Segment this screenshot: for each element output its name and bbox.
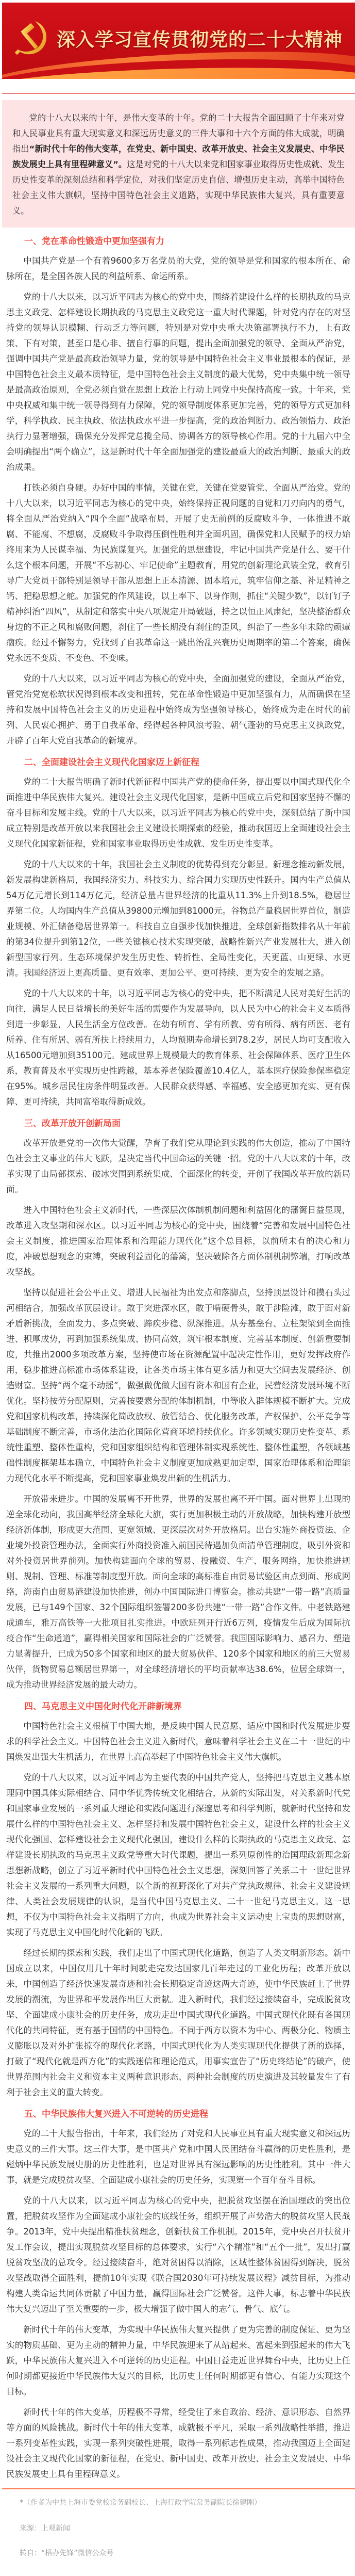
article-body (0, 234, 355, 2482)
body-paragraph: 党的十八大以来，以习近平同志为核心的党中央，把脱贫攻坚摆在治国理政的突出位置，把脱贫攻坚作为全面建成小康社会的底线任务，组织开展了声势浩大的脱贫攻坚人民战争。2013年，党中央提出精准扶贫理念，创新扶贫工作机制。2015年，党中央召开扶贫开发工作会议，提出实现脱贫攻坚目标的总体要求，实行“六个精准”和“五个一批”，发出打赢脱贫攻坚战的总攻令。经过接续奋斗，绝对贫困得以消除，区域性整体贫困得到解决，脱贫攻坚战取得全面胜利，提前10年实现《联合国2030年可持续发展议程》减贫目标，为推动构建人类命运共同体贡献了中国力量，赢得国际社会广泛赞誉。这件大事，标志着中华民族伟大复兴迈出了至关重要的一步，极大增强了做中国人的志气、骨气、底气。 (6, 2196, 350, 2314)
body-paragraph: 党的十八大以来，以习近平同志为主要代表的中国共产党人，坚持把马克思主义基本原理同中国具体实际相结合、同中华优秀传统文化相结合，从新的实际出发，对关系新时代党和国家事业发展的一系列重大理论和实践问题进行深邃思考和科学判断，就新时代坚持和发展什么样的中国特色社会主义、怎样坚持和发展中国特色社会主义，建设什么样的社会主义现代化强国、怎样建设社会主义现代化强国，建设什么样的长期执政的马克思主义政党、怎样建设长期执政的马克思主义政党等重大时代课题，提出一系列原创性的治国理政新理念新思想新战略，创立了习近平新时代中国特色社会主义思想，深刻回答了关系二十一世纪世界社会主义发展的一系列重大问题，以全新的视野深化了对共产党执政规律、社会主义建设规律、人类社会发展规律的认识，是当代中国马克思主义、二十一世纪马克思主义。这一思想，不仅为中国特色社会主义指明了方向，也成为世界社会主义运动史上宝贵的思想财富，实现了马克思主义中国化时代化新的飞跃。 (6, 1773, 350, 1937)
body-paragraph: 改革开放是党的一次伟大觉醒，孕育了我们党从理论到实践的伟大创造，推动了中国特色社会主义事业的伟大飞跃，是决定当代中国命运的关键一招。党的十八大以来的十年，改革实现了由局部探索、破冰突围到系统集成、全面深化的转变，开创了我国改革开放的新局面。 (6, 1138, 350, 1194)
article-section (6, 234, 350, 749)
intro-emphasis: “新时代十年的伟大变革，在党史、新中国史、改革开放史、社会主义发展史、中华民族发展史上具有里程碑意义”。 (12, 144, 345, 169)
body-paragraph: 党的十八大以来的十年，我国社会主义制度的优势得到充分彰显。新理念推动新发展，新发展构建新格局，我国经济实力、科技实力、综合国力实现历史性跃升。国内生产总值从54万亿元增长到114万亿元，经济总量占世界经济的比重从11.3%上升到18.5%，稳居世界第二位。人均国内生产总值从39800元增加到81000元。谷物总产量稳居世界首位，制造业规模、外汇储备稳居世界第一。科技自立自强步伐加快推进，全球创新指数排名从十年前的第34位提升到第12位，一些关键核心技术实现突破，战略性新兴产业发展壮大，进入创新型国家行列。生态环境保护发生历史性、转折性、全局性变化，天更蓝、山更绿、水更清。我国经济迈上更高质量、更有效率、更加公平、更可持续、更为安全的发展之路。 (6, 860, 350, 978)
body-paragraph: 新时代十年的伟大变革，历程极不寻常，经受住了来自政治、经济、意识形态、自然界等方面的风险挑战。新时代十年的伟大变革，成就极不平凡，采取一系列战略性举措，推进一系列变革性实践，实现一系列突破性进展，取得一系列标志性成果，推动我国迈上全面建设社会主义现代化国家的新征程，在党史、新中国史、改革开放史、社会主义发展史、中华民族发展史上具有里程碑意义。 (6, 2407, 350, 2479)
section-heading: 四、马克思主义中国化时代化开辟新境界 (24, 1702, 182, 1712)
repost-line: 转自：“梧办先锋”微信公众号 (20, 2549, 114, 2557)
body-paragraph: 打铁必须自身硬。办好中国的事情，关键在党，关键在党要管党、全面从严治党。党的十八大以来，以习近平同志为核心的党中央，始终保持正视问题的自觉和刀刃向内的勇气，将全面从严治党纳入“四个全面”战略布局，开展了史无前例的反腐败斗争，一体推进不敢腐、不能腐、不想腐，反腐败斗争取得压倒性胜利并全面巩固，确保党和人民赋予的权力始终用来为人民谋幸福、为民族谋复兴。加强党的思想建设，牢记中国共产党是什么、要干什么这个根本问题，开展“不忘初心、牢记使命”主题教育，用党的创新理论武装全党，教育引导广大党员干部特别是领导干部从思想上正本清源、固本培元，筑牢信仰之基、补足精神之钙、把稳思想之舵。加强党的作风建设，以上率下、以身作则，抓住“关键少数”，以钉钉子精神纠治“四风”，从制定和落实中央八项规定开局破题，持之以恒正风肃纪，坚决整治群众身边的不正之风和腐败问题，刹住了一些长期没有刹住的歪风，纠治了一些多年未除的顽瘴痼疾。经过不懈努力，党找到了自我革命这一跳出治乱兴衰历史周期率的第二个答案，确保党永远不变质、不变色、不变味。 (6, 483, 350, 663)
banner-title: 深入学习宣传贯彻党的二十大精神 (57, 29, 343, 51)
header-banner (2, 3, 355, 79)
body-paragraph: 党的十八大以来的十年，以习近平同志为核心的党中央，把不断满足人民对美好生活的向往，满足人民日益增长的美好生活的需要作为发展导向，以人民为中心的社会主义本质得到进一步彰显，人民生活全方位改善。在幼有所育、学有所教、劳有所得、病有所医、老有所养、住有所居、弱有所扶上持续用力，人均预期寿命增长到78.2岁，居民人均可支配收入从16500元增加到35100元。建成世界上规模最大的教育体系、社会保障体系、医疗卫生体系，教育普及水平实现历史性跨越，基本养老保险覆盖10.4亿人，基本医疗保险参保率稳定在95%。城乡居民住房条件明显改善。人民群众获得感、幸福感、安全感更加充实、更有保障、更可持续，共同富裕取得新成效。 (6, 989, 350, 1107)
divider (2, 2488, 355, 2489)
body-paragraph: 党的二十大报告明确了新时代新征程中国共产党的使命任务，提出要以中国式现代化全面推进中华民族伟大复兴。建设社会主义现代化国家，是新中国成立后党和国家坚持不懈的奋斗目标和发展主线。党的十八大以来，以习近平同志为核心的党中央，深刻总结了新中国成立特别是改革开放以来我国社会主义建设长期探索的经验，推动我国迈上全面建设社会主义现代化国家新征程，党和国家事业取得历史性成就、发生历史性变革。 (6, 777, 350, 849)
body-paragraph: 党的十八大以来，以习近平同志为核心的党中央，全面加强党的建设，全面从严治党，管党治党宽松软状况得到根本改变和扭转，党在革命性锻造中更加坚强有力，从而确保在坚持和发展中国特色社会主义的历史进程中始终成为坚强领导核心，始终成为走在时代的前列、人民衷心拥护、勇于自我革命、经得起各种风浪考验、朝气蓬勃的马克思主义执政党，开辟了百年大党自我革命的新境界。 (6, 674, 350, 746)
article-section (6, 2107, 350, 2482)
body-paragraph: 经过长期的探索和实践，我们走出了中国式现代化道路，创造了人类文明新形态。新中国成立以来，中国仅用几十年时间就走完发达国家几百年走过的工业化历程；改革开放以来，中国创造了经济快速发展奇迹和社会长期稳定奇迹这两大奇迹，使中华民族赶上了世界发展的潮流，为世界和平发展作出巨大贡献。进入新时代，我们经过接续奋斗，完成脱贫攻坚、全面建成小康社会的历史任务，成功走出中国式现代化道路。中国式现代化既有各国现代化的共同特征，更有基于国情的中国特色。不同于西方以资本为中心、两极分化、物质主义膨胀以及对外扩张掠夺的现代化老路，中国式现代化为人类实现现代化提供了新的选择，打破了“现代化就是西方化”的实践迷信和理论范式，用事实宣告了“历史终结论”的破产，使世界范围内社会主义和资本主义两种意识形态、两种社会制度的历史演进及其较量发生了有利于社会主义的重大转变。 (6, 1948, 350, 2097)
intro-text: 党的十八大以来的十年，是伟大变革的十年。党的二十大报告全面回顾了十年来对党和人民事业具有重大现实意义和深远历史意义的三件大事和十六个方面的伟大成就，明确指出 (12, 113, 345, 154)
divider (2, 93, 355, 94)
section-heading: 一、党在革命性锻造中更加坚强有力 (24, 236, 164, 247)
body-paragraph: 中国共产党是一个有着9600多万名党员的大党，党的领导是党和国家的根本所在、命脉所在，是全国各族人民的利益所系、命运所系。 (6, 256, 350, 281)
article-section (6, 1699, 350, 2100)
body-paragraph: 中国特色社会主义根植于中国大地，是反映中国人民意愿、适应中国和时代发展进步要求的科学社会主义。中国特色社会主义进入新时代，意味着科学社会主义在二十一世纪的中国焕发出强大生机活力，在世界上高高举起了中国特色社会主义伟大旗帜。 (6, 1721, 350, 1762)
section-heading: 五、中华民族伟大复兴进入不可逆转的历史进程 (24, 2109, 208, 2119)
article-section (6, 755, 350, 1110)
body-paragraph: 开放带来进步。中国的发展离不开世界，世界的发展也离不开中国。面对世界上出现的逆全球化动向，我国高举经济全球化大旗，实行更加积极主动的开放战略，加快构建开放型经济新体制，形成更大范围、更宽领域、更深层次对外开放格局。出台实施外商投资法、企业境外投资管理办法，全面实行外商投资准入前国民待遇加负面清单管理制度，吸引外资和对外投资居世界前列。加快构建面向全球的贸易、投融资、生产、服务网络，加快推进规则、规制、管理、标准等制度型开放。面向全球的高标准自由贸易试验区由点到面、形成网络，海南自由贸易港建设加快推进，创办中国国际进口博览会。推动共建“一带一路”高质量发展，已与149个国家、32个国际组织签署200多份共建“一带一路”合作文件。中老铁路建成通车，雅万高铁等一大批项目扎实推进。中欧班列开行近6万列，疫情发生后成为国际抗疫合作“生命通道”，赢得相关国家和国际社会的广泛赞誉。我国国际影响力、感召力、塑造力显著提升，已成为50多个国家和地区的最大贸易伙伴、120多个国家和地区的前三大贸易伙伴，货物贸易总额居世界第一，对全球经济增长的平均贡献率达38.6%，位居全球第一，成为推动世界经济发展的最大动力。 (6, 1494, 350, 1690)
body-paragraph: 进入中国特色社会主义新时代，一些深层次体制机制问题和利益固化的藩篱日益显现，改革进入攻坚期和深水区。以习近平同志为核心的党中央，围绕着“完善和发展中国特色社会主义制度，推进国家治理体系和治理能力现代化”这个总目标，以前所未有的决心和力度，冲破思想观念的束缚，突破利益固化的藩篱，坚决破除各方面体制机制弊端，打响改革攻坚战。 (6, 1205, 350, 1277)
source-line: 来源：上观新闻 (20, 2524, 70, 2533)
article-footer (0, 2498, 355, 2558)
body-paragraph: 党的十八大以来，以习近平同志为核心的党中央，围绕着建设什么样的长期执政的马克思主义政党、怎样建设长期执政的马克思主义政党这一重大时代课题，针对党内存在的对坚持党的领导认识模糊、行动乏力等问题，特别是对党中央重大决策部署执行不力，上有政策、下有对策，甚至口是心非、擅自行事的问题，提出全面加强党的领导、全面从严治党，强调中国共产党是最高政治领导力量，党的领导是中国特色社会主义事业最根本的保证，是中国特色社会主义最本质特征，是中国特色社会主义制度的最大优势，党中央集中统一领导是最高政治原则，全党必须自觉在思想上政治上行动上同党中央保持高度一致。十年来，党中央权威和集中统一领导得到有力保障，党的领导制度体系更加完善，党的领导方式更加科学，科学执政、民主执政、依法执政水平进一步提高，党的政治判断力、政治领悟力、政治执行力显著增强，确保充分发挥党总揽全局、协调各方的领导核心作用。党的十九届六中全会明确提出“两个确立”，这是新时代十年全面加强党的建设最重大的政治判断、最重大的政治成果。 (6, 292, 350, 472)
section-heading: 二、全面建设社会主义现代化国家迈上新征程 (24, 757, 199, 768)
intro-paragraph (12, 110, 345, 219)
author-note: *（作者为中共上海市委党校常务副校长、上海行政学院常务副院长徐建刚） (20, 2499, 261, 2507)
section-heading: 三、改革开放开创新局面 (24, 1119, 121, 1129)
body-paragraph: 新时代十年的伟大变革，为实现中华民族伟大复兴提供了更为完善的制度保证、更为坚实的物质基础、更为主动的精神力量，中华民族迎来了从站起来、富起来到强起来的伟大飞跃，中华民族伟大复兴进入不可逆转的历史进程。中国日益走近世界舞台中央，比历史上任何时期都更接近中华民族伟大复兴的目标，比历史上任何时期都更有信心、有能力实现这个目标。 (6, 2325, 350, 2396)
intro-text: 这是对党的十八大以来党和国家事业取得历史性成就、发生历史性变革的深刻总结和科学定位，对我们坚定历史自信、增强历史主动，高举中国特色社会主义伟大旗帜，坚持中国特色社会主义道路，实现中华民族伟大复兴，具有重要意义。 (12, 159, 345, 216)
body-paragraph: 坚持以促进社会公平正义、增进人民福祉为出发点和落脚点，坚持顶层设计和摸石头过河相结合，加强改革顶层设计。敢于突进深水区，敢于啃硬骨头，敢于涉险滩，敢于面对新矛盾新挑战，全面发力、多点突破、蹄疾步稳、纵深推进。从夯基垒台、立柱架梁到全面推进、积厚成势，再到加强系统集成、协同高效，筑牢根本制度、完善基本制度、创新重要制度，共推出2000多项改革方案，坚持使市场在资源配置中起决定性作用，更好发挥政府作用，稳步推进高标准市场体系建设，让各类市场主体有更多活力和更大空间去发展经济、创造财富。坚持“两个毫不动摇”，做强做优做大国有资本和国有企业，民营经济发展环境不断优化。坚持按劳分配原则，完善按要素分配的体制机制，中等收入群体规模不断扩大。完成党和国家机构改革，持续深化简政放权、放管结合、优化服务改革，产权保护、公平竞争等基础制度不断完善，市场化法治化国际化营商环境持续优化。许多领域实现历史性变革、系统性重塑、整体性重构，党和国家组织结构和管理体制实现系统性、整体性重塑，各领域基础性制度框架基本确立，中国特色社会主义制度更加成熟更加定型，国家治理体系和治理能力现代化水平不断提高，党和国家事业焕发出新的生机活力。 (6, 1288, 350, 1483)
article-section (6, 1116, 350, 1693)
body-paragraph: 党的二十大报告指出，十年来，我们经历了对党和人民事业具有重大现实意义和深远历史意义的三件大事。这三件大事，是中国共产党和中国人民团结奋斗赢得的历史性胜利，是彪炳中华民族发展史册的历史性胜利，也是对世界具有深远影响的历史性胜利。其中一件大事，就是完成脱贫攻坚、全面建成小康社会的历史任务，实现第一个百年奋斗目标。 (6, 2129, 350, 2185)
hammer-sickle-icon (12, 18, 52, 57)
intro-box (2, 100, 355, 228)
